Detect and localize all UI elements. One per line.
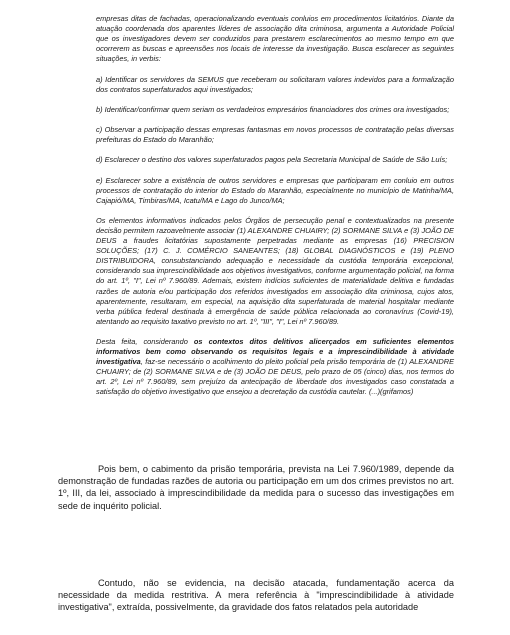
quote-item-d: d) Esclarecer o destino dos valores superfaturados pagos pela Secretaria Municipal de Saúde de São Luís; [96,155,448,165]
body-paragraph-block-2 [58,577,454,614]
quote-conclusion-emphasis: os contextos ditos delitivos alicerçados em suficientes elementos informativos bem como observando os requisitos legais e a imprescindibilidade à atividade investigativa [96,337,454,367]
quote-item-a: a) Identificar os servidores da SEMUS que receberam ou solicitaram valores indevidos para a formalização dos contratos superfaturados aqui investigados; [96,74,454,94]
body-paragraph-block-1 [58,463,454,512]
quote-conclusion-lead: Desta feita, considerando [96,337,194,346]
body-paragraph-2: Contudo, não se evidencia, na decisão atacada, fundamentação acerca da necessidade da medida restritiva. A mera referência à "imprescindibilidade à atividade investigativa", extraída, possivelmente, da gravidade dos fatos relatados pela autoridade [58,578,454,613]
quote-conclusion-rest: , faz-se necessário o acolhimento do pleito policial pela prisão temporária de (1) ALEXANDRE CHUAIRY; de (2) SORMANE SILVA e de (3) JOÃO DE DEUS, pelo prazo de 05 (cinco) dias, nos termos do art. 2º, Lei nº 7.960/89, sem prejuízo da antecipação de liberdade dos investigados caso constatada a satisfação do objetivo investigativo que ensejou a decretação da custódia cautelar. (...)(grifamos) [96,357,454,397]
quote-elements-paragraph: Os elementos informativos indicados pelos Órgãos de persecução penal e contextualizados na presente decisão permitem razoavelmente associar (1) ALEXANDRE CHUAIRY; (2) SORMANE SILVA e (3) JOÃO DE DEUS a fraudes licitatórias supostamente perpetradas mediante as empresas (16) PRECISION SOLUÇÕES; (17) C. J. COMÉRCIO SANEANTES; (18) GLOBAL DIAGNÓSTICOS e (19) PLENO DISTRIBUIDORA, consubstanciando adequação e necessidade da custódia temporária excepcional, considerando sua imprescindibilidade aos objetivos investigativos, conforme argumentação policial, na forma do art. 1º, "I", Lei nº 7.960/89. Ademais, existem indícios suficientes de materialidade delitiva e fundadas razões de autoria e/ou participação dos referidos investigados em associação dita criminosa, cujos atos, aparentemente, resultaram, em especial, na aquisição dita superfaturada de material hospitalar mediante verba pública federal destinada à emergência de saúde pública relacionada ao coronavírus (Covid-19), atentando ao requisito taxativo previsto no art. 1º, "III", "I", Lei nº 7.960/89. [96,215,454,326]
quote-item-c: c) Observar a participação dessas empresas fantasmas em novos processos de contratação pelas diversas prefeituras do Estado do Maranhão; [96,125,454,145]
quote-item-e: e) Esclarecer sobre a existência de outros servidores e empresas que participaram em conluio em outros processos de contratação do interior do Estado do Maranhão, especialmente no município de Matinha/MA, Cajapió/MA, Timbiras/MA, Icatu/MA e Lago do Junco/MA; [96,175,454,205]
quote-item-b: b) Identificar/confirmar quem seriam os verdadeiros empresários financiadores dos crimes ora investigados; [96,104,450,114]
body-paragraph-1: Pois bem, o cabimento da prisão temporária, prevista na Lei 7.960/1989, depende da demonstração de fundadas razões de autoria ou participação em um dos crimes previstos no art. 1º, III, da lei, associado à imprescindibilidade da medida para o sucesso das investigações em sede de inquérito policial. [58,464,454,511]
quote-intro-paragraph: empresas ditas de fachadas, operacionalizando eventuais conluios em procedimentos licitatórios. Diante da atuação coordenada dos aparentes líderes de associação dita criminosa, argumenta a Autoridade Policial que os investigadores devem ser conduzidos para prestarem esclarecimentos ao mesmo tempo em que ocorrerem as buscas e apreensões nos locais de interesse da investigação. Busca esclarecer as seguintes situações, in verbis: [96,14,454,64]
block-quote [96,14,454,408]
quote-conclusion-paragraph [96,337,454,398]
